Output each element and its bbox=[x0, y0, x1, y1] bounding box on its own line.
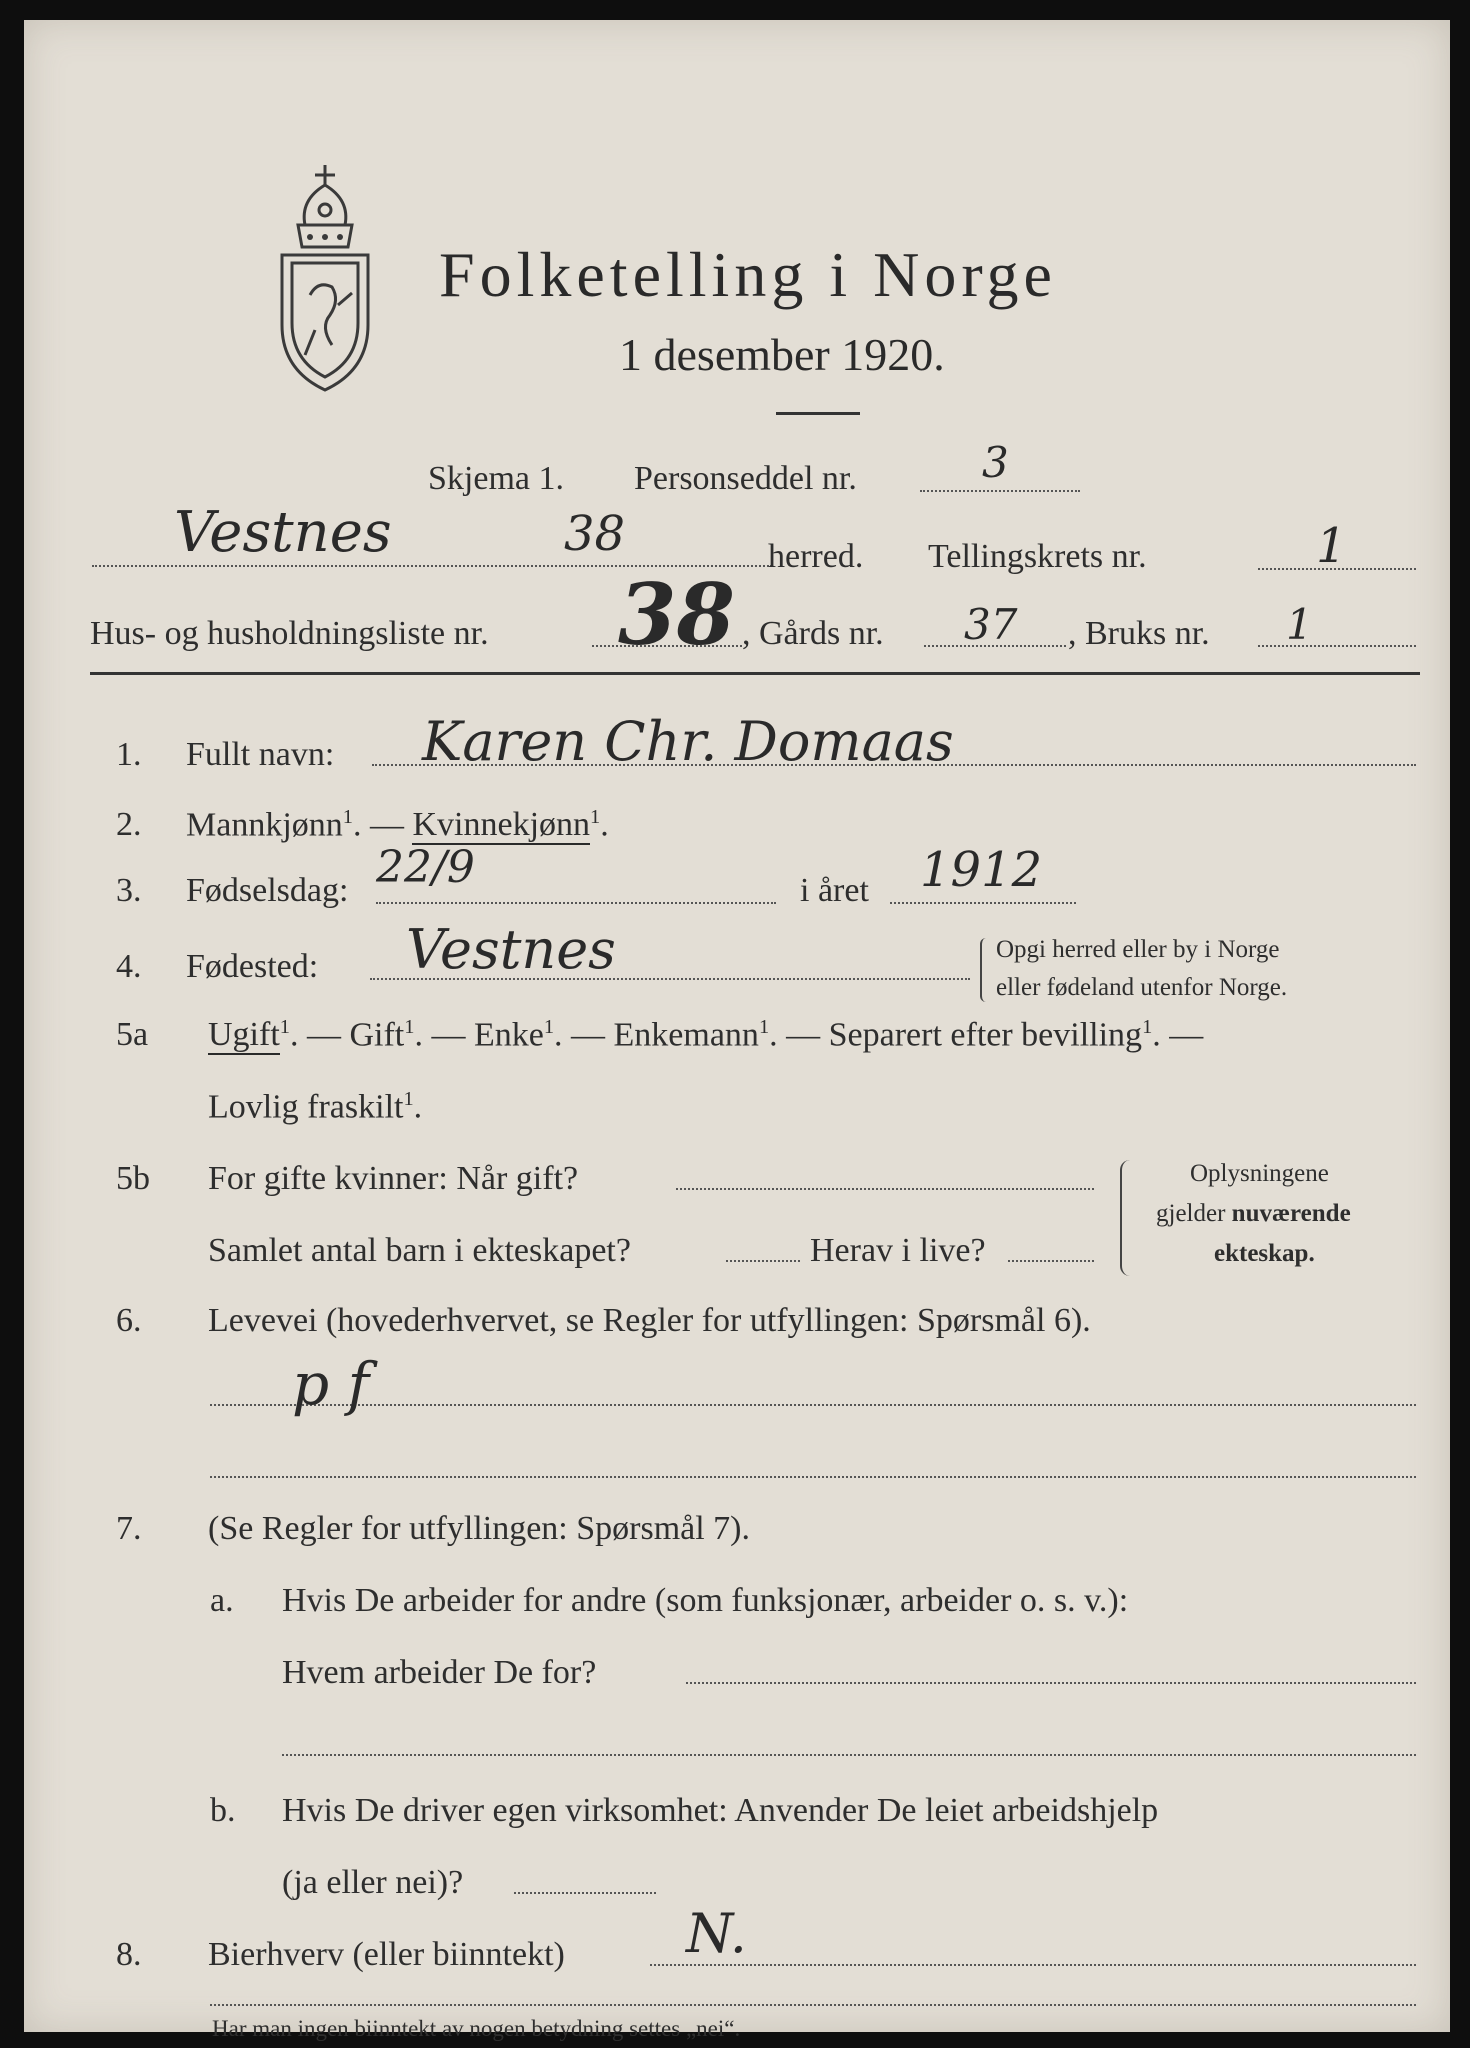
form-title: Folketelling i Norge bbox=[439, 239, 1057, 310]
enkemann-option[interactable]: Enkemann bbox=[613, 1016, 759, 1054]
enke-option[interactable]: Enke bbox=[473, 1016, 544, 1054]
norway-coat-of-arms-icon bbox=[260, 155, 390, 395]
census-form bbox=[24, 20, 1450, 2041]
q8-number: 8. bbox=[116, 1936, 142, 1973]
children-total-field[interactable] bbox=[726, 1260, 800, 1262]
bruks-label: , Bruks nr. bbox=[1068, 615, 1210, 652]
gards-value: 37 bbox=[964, 600, 1018, 649]
q8-label: Bierhverv (eller biinntekt) bbox=[208, 1936, 565, 1973]
q7a-label-2: Hvem arbeider De for? bbox=[282, 1654, 597, 1691]
herred-label: herred. bbox=[768, 538, 864, 575]
side-income-value: N. bbox=[686, 1902, 747, 1965]
occupation-value: p f bbox=[292, 1350, 370, 1418]
q5b-note-1: Oplysningene bbox=[1190, 1160, 1329, 1187]
bruks-value: 1 bbox=[1286, 600, 1313, 649]
q7a-letter: a. bbox=[210, 1582, 234, 1619]
year-label: i året bbox=[800, 872, 869, 909]
q1-label: Fullt navn: bbox=[186, 736, 335, 773]
personseddel-label: Personseddel nr. bbox=[634, 460, 857, 497]
q4-note-1: Opgi herred eller by i Norge bbox=[996, 936, 1280, 963]
birthday-value: 22/9 bbox=[376, 842, 475, 893]
q4-note-2: eller fødeland utenfor Norge. bbox=[996, 974, 1288, 1001]
year-field[interactable] bbox=[890, 902, 1076, 904]
hired-help-field[interactable] bbox=[514, 1892, 656, 1894]
q7b-label-2: (ja eller nei)? bbox=[282, 1864, 464, 1901]
gift-option[interactable]: Gift bbox=[349, 1016, 405, 1054]
q5b-note-3: ekteskap. bbox=[1214, 1240, 1315, 1267]
q7a-label: Hvis De arbeider for andre (som funksjonær, arbeider o. s. v.): bbox=[282, 1582, 1129, 1619]
q6-number: 6. bbox=[116, 1302, 142, 1339]
q2-sex-options: Mannkjønn$^1$. — Kvinnekjønn$^1$. bbox=[186, 806, 609, 844]
q7-number: 7. bbox=[116, 1510, 142, 1547]
q4-bracket bbox=[980, 938, 992, 1002]
personseddel-field[interactable] bbox=[920, 490, 1080, 492]
employer-field[interactable] bbox=[686, 1682, 1416, 1684]
q5b-bracket bbox=[1120, 1160, 1136, 1276]
herred-value: Vestnes bbox=[174, 500, 392, 565]
occupation-field[interactable] bbox=[210, 1404, 1416, 1406]
q5b-label-2: Samlet antal barn i ekteskapet? bbox=[208, 1232, 631, 1269]
marital-status-options: Ugift$^1$. — Gift$^1$. — Enke$^1$. — Enkemann$^1$. — Separert efter bevilling$^1$. — bbox=[208, 1016, 1204, 1054]
year-value: 1912 bbox=[920, 842, 1043, 898]
q7b-label: Hvis De driver egen virksomhet: Anvender De leiet arbeidshjelp bbox=[282, 1792, 1159, 1829]
footer-note: Har man ingen biinntekt av nogen betydning settes „nei“. bbox=[212, 2016, 741, 2041]
fraskilt-line: Lovlig fraskilt$^1$. bbox=[208, 1088, 423, 1126]
tellingskrets-label: Tellingskrets nr. bbox=[928, 538, 1147, 575]
q5b-label-3: Herav i live? bbox=[810, 1232, 986, 1269]
bruks-field[interactable] bbox=[1258, 645, 1416, 647]
side-income-field[interactable] bbox=[650, 1964, 1416, 1966]
q4-number: 4. bbox=[116, 948, 142, 985]
fraskilt-option[interactable]: Lovlig fraskilt bbox=[208, 1088, 404, 1126]
q6-label: Levevei (hovederhvervet, se Regler for utfyllingen: Spørsmål 6). bbox=[208, 1302, 1091, 1339]
female-option[interactable]: Kvinnekjønn bbox=[412, 806, 591, 844]
q2-number: 2. bbox=[116, 806, 142, 843]
birthplace-value: Vestnes bbox=[406, 918, 616, 981]
herred-number: 38 bbox=[564, 506, 626, 562]
q3-label: Fødselsdag: bbox=[186, 872, 349, 909]
tellingskrets-value: 1 bbox=[1316, 518, 1347, 574]
male-option[interactable]: Mannkjønn bbox=[186, 806, 343, 844]
q5b-number: 5b bbox=[116, 1160, 150, 1197]
q7-label: (Se Regler for utfyllingen: Spørsmål 7). bbox=[208, 1510, 751, 1547]
q5b-note-2b: nuværende bbox=[1231, 1200, 1351, 1227]
q3-number: 3. bbox=[116, 872, 142, 909]
husliste-value: 38 bbox=[618, 565, 735, 664]
occupation-field-2[interactable] bbox=[210, 1476, 1416, 1478]
birthday-field[interactable] bbox=[376, 902, 776, 904]
q5a-number: 5a bbox=[116, 1016, 149, 1053]
census-date: 1 desember 1920. bbox=[619, 329, 945, 380]
side-income-field-2[interactable] bbox=[210, 2004, 1416, 2006]
employer-field-2[interactable] bbox=[282, 1754, 1416, 1756]
ugift-option[interactable]: Ugift bbox=[208, 1016, 280, 1054]
skjema-label: Skjema 1. bbox=[428, 460, 564, 497]
q1-number: 1. bbox=[116, 736, 142, 773]
children-alive-field[interactable] bbox=[1008, 1260, 1094, 1262]
full-name-value: Karen Chr. Domaas bbox=[422, 710, 954, 773]
married-when-field[interactable] bbox=[676, 1188, 1094, 1190]
personseddel-value: 3 bbox=[982, 438, 1009, 487]
q5b-label-1: For gifte kvinner: Når gift? bbox=[208, 1160, 579, 1197]
q7b-letter: b. bbox=[210, 1792, 236, 1829]
q4-label: Fødested: bbox=[186, 948, 319, 985]
section-divider bbox=[90, 672, 1420, 675]
separert-option[interactable]: Separert efter bevilling bbox=[828, 1016, 1143, 1054]
gards-label: , Gårds nr. bbox=[742, 615, 884, 652]
title-divider bbox=[776, 412, 860, 415]
q5b-note-2a: gjelder bbox=[1156, 1200, 1226, 1227]
husliste-label: Hus- og husholdningsliste nr. bbox=[90, 615, 489, 652]
